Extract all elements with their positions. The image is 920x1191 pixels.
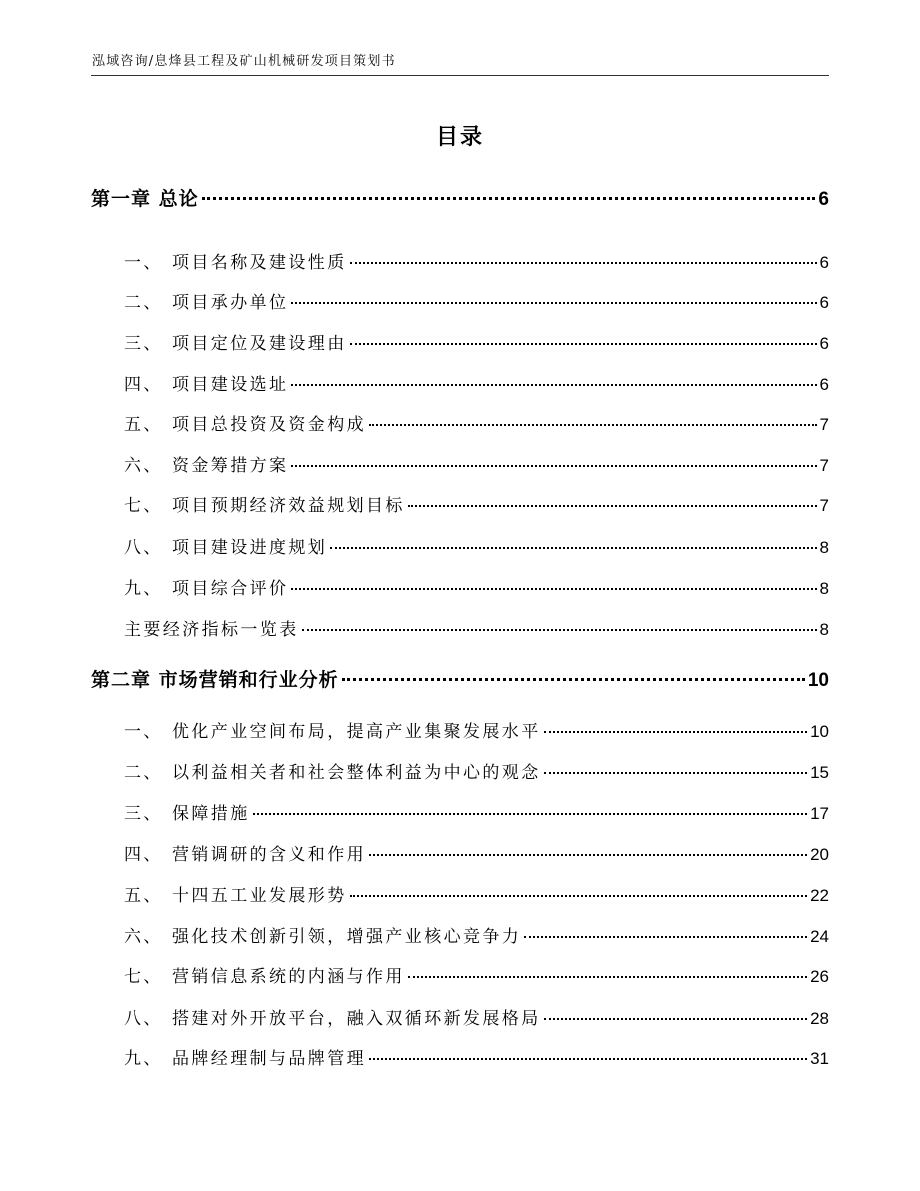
header-rule bbox=[91, 75, 829, 76]
section-number: 一、 bbox=[124, 253, 163, 273]
toc-entry[interactable] bbox=[124, 288, 829, 314]
dot-leader bbox=[291, 384, 816, 386]
chapter-title: 第一章 总论 bbox=[91, 188, 199, 210]
toc-entry[interactable] bbox=[124, 615, 829, 641]
dot-leader bbox=[350, 895, 807, 897]
page-number: 17 bbox=[810, 804, 829, 823]
section-title: 强化技术创新引领，增强产业核心竞争力 bbox=[172, 927, 522, 947]
dot-leader bbox=[342, 678, 805, 681]
section-number: 七、 bbox=[124, 496, 163, 516]
section-number: 九、 bbox=[124, 1049, 163, 1069]
dot-leader bbox=[291, 588, 816, 590]
dot-leader bbox=[330, 547, 816, 549]
toc-entry[interactable] bbox=[124, 840, 829, 866]
page-number: 8 bbox=[819, 579, 829, 598]
section-title: 项目建设进度规划 bbox=[172, 538, 328, 558]
page-number: 7 bbox=[819, 496, 829, 515]
dot-leader bbox=[408, 505, 817, 507]
section-number: 二、 bbox=[124, 763, 163, 783]
section-title: 品牌经理制与品牌管理 bbox=[172, 1049, 366, 1069]
page-number: 10 bbox=[807, 670, 829, 691]
toc-title: 目录 bbox=[435, 125, 484, 150]
chapter-title: 第二章 市场营销和行业分析 bbox=[91, 669, 339, 691]
page-number: 15 bbox=[810, 763, 829, 782]
page-number: 24 bbox=[810, 927, 829, 946]
toc-entry[interactable] bbox=[124, 574, 829, 600]
section-number: 五、 bbox=[124, 415, 163, 435]
dot-leader bbox=[369, 854, 807, 856]
section-title: 营销调研的含义和作用 bbox=[172, 845, 366, 865]
section-title: 项目综合评价 bbox=[172, 579, 289, 599]
section-title: 项目名称及建设性质 bbox=[172, 253, 347, 273]
section-title: 项目承办单位 bbox=[172, 293, 289, 313]
dot-leader bbox=[350, 262, 817, 264]
page-number: 6 bbox=[819, 293, 829, 312]
section-title: 项目预期经济效益规划目标 bbox=[172, 496, 405, 516]
toc-entry[interactable] bbox=[124, 962, 829, 988]
section-number: 八、 bbox=[124, 538, 163, 558]
page-number: 6 bbox=[818, 189, 829, 210]
dot-leader bbox=[544, 731, 807, 733]
section-number: 六、 bbox=[124, 456, 163, 476]
section-number: 七、 bbox=[124, 967, 163, 987]
dot-leader bbox=[202, 197, 816, 200]
page-number: 7 bbox=[819, 415, 829, 434]
dot-leader bbox=[291, 302, 816, 304]
section-title: 搭建对外开放平台，融入双循环新发展格局 bbox=[172, 1009, 541, 1029]
section-title: 项目建设选址 bbox=[172, 375, 289, 395]
section-title: 营销信息系统的内涵与作用 bbox=[172, 967, 405, 987]
page-number: 6 bbox=[819, 334, 829, 353]
dot-leader bbox=[291, 465, 816, 467]
section-title: 项目定位及建设理由 bbox=[172, 334, 347, 354]
running-header: 泓域咨询/息烽县工程及矿山机械研发项目策划书 bbox=[92, 54, 396, 69]
toc-entry[interactable] bbox=[124, 1004, 829, 1030]
section-number: 一、 bbox=[124, 722, 163, 742]
section-number: 三、 bbox=[124, 334, 163, 354]
section-number: 六、 bbox=[124, 927, 163, 947]
dot-leader bbox=[544, 772, 807, 774]
toc-entry[interactable] bbox=[124, 370, 829, 396]
section-title: 主要经济指标一览表 bbox=[124, 620, 299, 640]
section-title: 优化产业空间布局，提高产业集聚发展水平 bbox=[172, 722, 541, 742]
dot-leader bbox=[253, 813, 807, 815]
dot-leader bbox=[350, 343, 817, 345]
toc-entry[interactable] bbox=[124, 922, 829, 948]
section-number: 五、 bbox=[124, 886, 163, 906]
section-title: 以利益相关者和社会整体利益为中心的观念 bbox=[172, 763, 541, 783]
page-number: 8 bbox=[819, 620, 829, 639]
toc-entry[interactable] bbox=[124, 533, 829, 559]
toc-entry[interactable] bbox=[124, 329, 829, 355]
dot-leader bbox=[408, 976, 807, 978]
section-title: 十四五工业发展形势 bbox=[172, 886, 347, 906]
section-number: 八、 bbox=[124, 1009, 163, 1029]
section-number: 九、 bbox=[124, 579, 163, 599]
section-title: 资金筹措方案 bbox=[172, 456, 289, 476]
dot-leader bbox=[369, 424, 817, 426]
page-number: 10 bbox=[810, 722, 829, 741]
page-number: 28 bbox=[810, 1009, 829, 1028]
toc-entry[interactable] bbox=[124, 491, 829, 517]
toc-entry[interactable] bbox=[124, 451, 829, 477]
page-number: 7 bbox=[819, 456, 829, 475]
section-number: 四、 bbox=[124, 375, 163, 395]
page-number: 6 bbox=[819, 253, 829, 272]
page-number: 26 bbox=[810, 967, 829, 986]
toc-entry[interactable] bbox=[124, 1044, 829, 1070]
toc-entry[interactable] bbox=[124, 410, 829, 436]
section-number: 四、 bbox=[124, 845, 163, 865]
toc-chapter-2[interactable] bbox=[91, 665, 829, 695]
toc-entry[interactable] bbox=[124, 758, 829, 784]
toc-chapter-1[interactable] bbox=[91, 184, 829, 214]
page-number: 8 bbox=[819, 538, 829, 557]
toc-entry[interactable] bbox=[124, 881, 829, 907]
dot-leader bbox=[544, 1018, 807, 1020]
section-number: 三、 bbox=[124, 804, 163, 824]
section-number: 二、 bbox=[124, 293, 163, 313]
page-number: 31 bbox=[810, 1049, 829, 1068]
toc-entry[interactable] bbox=[124, 248, 829, 274]
dot-leader bbox=[369, 1058, 807, 1060]
section-title: 保障措施 bbox=[172, 804, 250, 824]
toc-entry[interactable] bbox=[124, 717, 829, 743]
page-number: 22 bbox=[810, 886, 829, 905]
section-title: 项目总投资及资金构成 bbox=[172, 415, 366, 435]
dot-leader bbox=[302, 629, 817, 631]
dot-leader bbox=[524, 936, 807, 938]
page-number: 6 bbox=[819, 375, 829, 394]
toc-entry[interactable] bbox=[124, 799, 829, 825]
page-number: 20 bbox=[810, 845, 829, 864]
